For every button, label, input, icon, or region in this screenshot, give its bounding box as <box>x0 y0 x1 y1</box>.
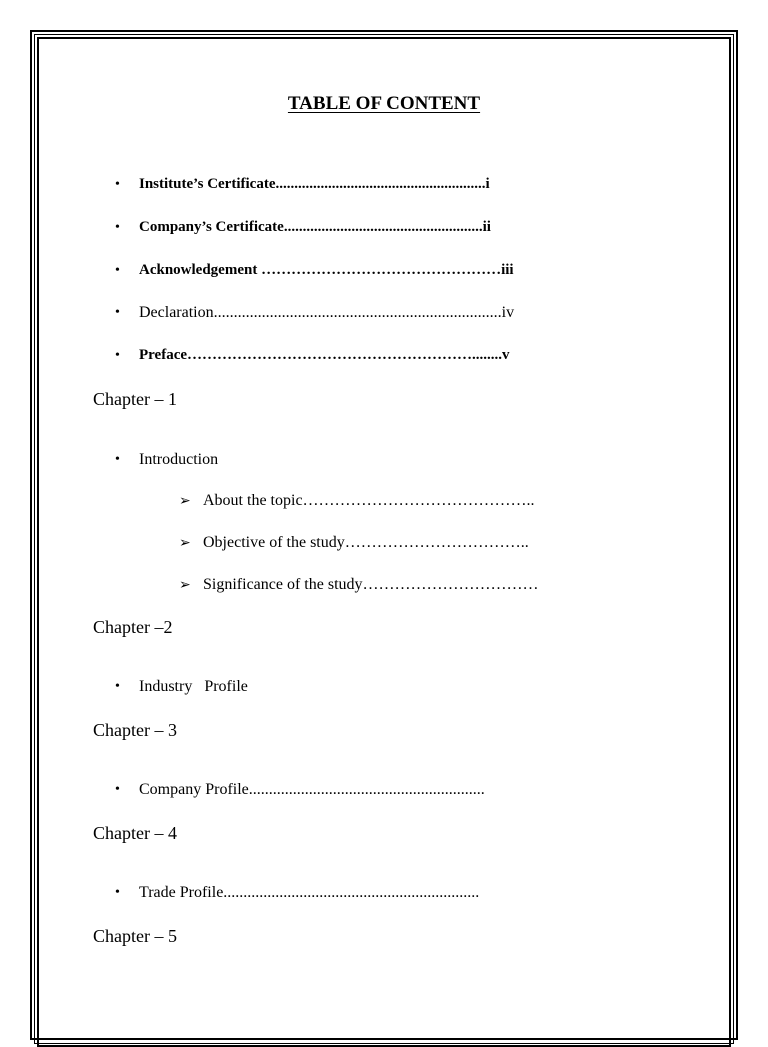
toc-entry <box>139 781 485 799</box>
toc-entry <box>139 884 479 902</box>
toc-subentry-label: Objective of the study <box>203 534 345 551</box>
toc-entry-leader: ..................................................... <box>283 219 483 235</box>
toc-subentry-leader: …………………………….. <box>344 534 529 551</box>
toc-entry-label: Company’s Certificate <box>139 219 284 235</box>
toc-entry-label: Trade Profile <box>139 884 224 901</box>
bullet-icon: • <box>115 220 120 235</box>
toc-entry-label: Acknowledgement <box>139 262 258 278</box>
toc-entry-leader: ........................................................ <box>275 176 486 192</box>
toc-entry-label: Institute’s Certificate <box>139 176 276 192</box>
toc-entry-page: v <box>502 347 510 363</box>
arrow-bullet-icon: ➢ <box>179 536 191 551</box>
toc-entry <box>139 262 514 279</box>
toc-entry-label: Company Profile <box>139 781 249 798</box>
bullet-icon: • <box>115 782 120 797</box>
toc-entry-leader: …………………………………………………........ <box>187 347 503 363</box>
bullet-icon: • <box>115 263 120 278</box>
toc-entry-leader: ………………………………………… <box>257 262 502 278</box>
chapter-heading: Chapter –2 <box>93 617 173 637</box>
toc-entry-label: Industry Profile <box>139 678 248 695</box>
chapter-heading: Chapter – 3 <box>93 720 177 740</box>
page-title: TABLE OF CONTENT <box>287 93 481 114</box>
bullet-icon: • <box>115 348 120 363</box>
arrow-bullet-icon: ➢ <box>179 578 191 593</box>
toc-subentry-leader: …………………………………….. <box>302 492 535 509</box>
toc-subentry-leader: …………………………… <box>362 576 539 593</box>
toc-subentry <box>203 492 535 510</box>
toc-entry-page: i <box>485 176 490 192</box>
bullet-icon: • <box>115 177 120 192</box>
toc-entry-leader: ........................................................... <box>248 781 485 798</box>
toc-entry-page: iii <box>501 262 514 278</box>
toc-entry <box>139 176 490 193</box>
toc-entry <box>139 304 514 322</box>
toc-entry-label: Preface <box>139 347 188 363</box>
toc-entry-leader: ........................................................................ <box>213 304 502 321</box>
toc-subentry-label: Significance of the study <box>203 576 363 593</box>
toc-entry-label: Introduction <box>139 451 219 468</box>
chapter-heading: Chapter – 4 <box>93 823 177 843</box>
bullet-icon: • <box>115 305 120 320</box>
toc-subentry <box>203 534 529 552</box>
bullet-icon: • <box>115 885 120 900</box>
toc-subentry <box>203 576 539 594</box>
toc-entry-label: Declaration <box>139 304 214 321</box>
toc-entry-leader: ................................................................ <box>223 884 480 901</box>
toc-entry <box>139 219 491 236</box>
toc-entry-page: iv <box>501 304 515 321</box>
toc-entry-page: ii <box>482 219 491 235</box>
toc-entry <box>139 347 510 364</box>
chapter-heading: Chapter – 5 <box>93 926 177 946</box>
bullet-icon: • <box>115 679 120 694</box>
arrow-bullet-icon: ➢ <box>179 494 191 509</box>
chapter-heading: Chapter – 1 <box>93 389 177 409</box>
bullet-icon: • <box>115 452 120 467</box>
toc-subentry-label: About the topic <box>203 492 303 509</box>
